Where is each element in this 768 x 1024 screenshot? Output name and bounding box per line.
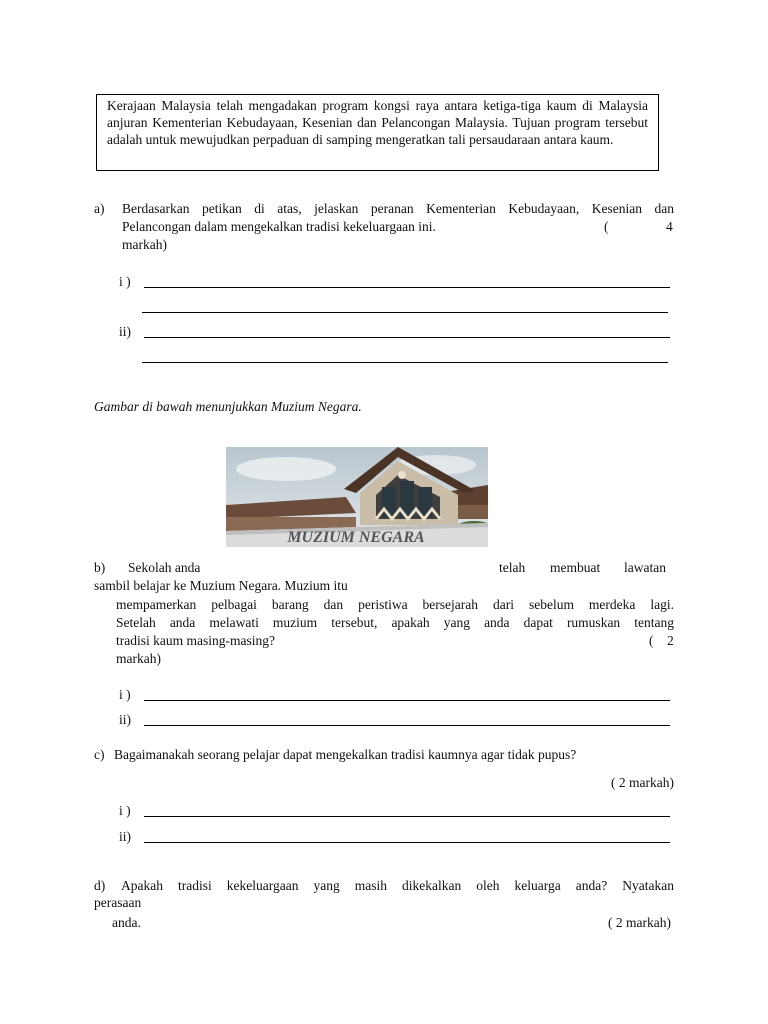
question-d-line3: anda. xyxy=(112,915,141,930)
question-b-line1-c: membuat xyxy=(550,560,601,575)
question-d-label: d) xyxy=(94,878,106,893)
question-a-line2: Pelancongan dalam mengekalkan tradisi kekeluargaan ini. xyxy=(122,219,436,234)
question-a-marks-word: markah) xyxy=(122,237,167,252)
museum-sign-text: MUZIUM NEGARA xyxy=(287,529,425,546)
question-b-line2: sambil belajar ke Muzium Negara. Muzium itu xyxy=(94,578,348,593)
question-b-marks-num: 2 xyxy=(667,633,674,648)
answer-a-ii-label: ii) xyxy=(119,324,131,339)
passage-box xyxy=(96,94,659,171)
question-d-line1: Apakah tradisi kekeluargaan yang masih dikekalkan oleh keluarga anda? Nyatakan xyxy=(121,878,674,893)
answer-c-i-line[interactable] xyxy=(144,816,670,817)
answer-c-ii-label: ii) xyxy=(119,829,131,844)
answer-b-i-label: i ) xyxy=(119,687,131,702)
answer-a-ii-line2[interactable] xyxy=(142,362,668,363)
question-a-line1: Berdasarkan petikan di atas, jelaskan peranan Kementerian Kebudayaan, Kesenian dan xyxy=(122,201,674,216)
question-c-text: Bagaimanakah seorang pelajar dapat mengekalkan tradisi kaumnya agar tidak pupus? xyxy=(114,747,577,762)
question-a-marks-open: ( xyxy=(604,219,609,234)
question-d-line2: perasaan xyxy=(94,895,142,910)
muzium-negara-photo xyxy=(226,447,488,547)
answer-c-ii-line[interactable] xyxy=(144,842,670,843)
question-b-line4: Setelah anda melawati muzium tersebut, apakah yang anda dapat rumuskan tentang xyxy=(116,615,674,630)
answer-b-i-line[interactable] xyxy=(144,700,670,701)
question-b-line3: mempamerkan pelbagai barang dan peristiwa bersejarah dari sebelum merdeka lagi. xyxy=(116,597,674,612)
answer-b-ii-line[interactable] xyxy=(144,725,670,726)
passage-text: Kerajaan Malaysia telah mengadakan program kongsi raya antara ketiga-tiga kaum di Malaysia anjuran Kementerian Kebudayaan, Kesenian dan Pelancongan Malaysia. Tujuan program tersebut adalah untuk mewujudkan perpaduan di samping mengeratkan tali persaudaraan antara kaum. xyxy=(107,98,648,147)
question-b-line1-b: telah xyxy=(499,560,526,575)
question-b-marks-word: markah) xyxy=(116,651,161,666)
question-d-marks: ( 2 markah) xyxy=(608,915,671,930)
question-b-marks-open: ( xyxy=(649,633,654,648)
question-a-label: a) xyxy=(94,201,105,216)
museum-illustration xyxy=(226,447,488,547)
answer-a-ii-line1[interactable] xyxy=(144,337,670,338)
question-a-line2-row xyxy=(122,218,674,235)
question-c-label: c) xyxy=(94,747,105,762)
answer-a-i-line1[interactable] xyxy=(144,287,670,288)
question-a-marks-num: 4 xyxy=(666,219,673,234)
question-b-line1-d: lawatan xyxy=(624,560,666,575)
answer-a-i-label: i ) xyxy=(119,274,131,289)
answer-c-i-label: i ) xyxy=(119,803,131,818)
question-b-label: b) xyxy=(94,560,106,575)
question-b-line5-row xyxy=(116,632,674,649)
question-b-line1-a: Sekolah anda xyxy=(128,560,201,575)
question-c-marks: ( 2 markah) xyxy=(611,775,674,790)
answer-b-ii-label: ii) xyxy=(119,712,131,727)
photo-caption: Gambar di bawah menunjukkan Muzium Negara. xyxy=(94,399,362,414)
question-b-line5: tradisi kaum masing-masing? xyxy=(116,633,275,648)
answer-a-i-line2[interactable] xyxy=(142,312,668,313)
